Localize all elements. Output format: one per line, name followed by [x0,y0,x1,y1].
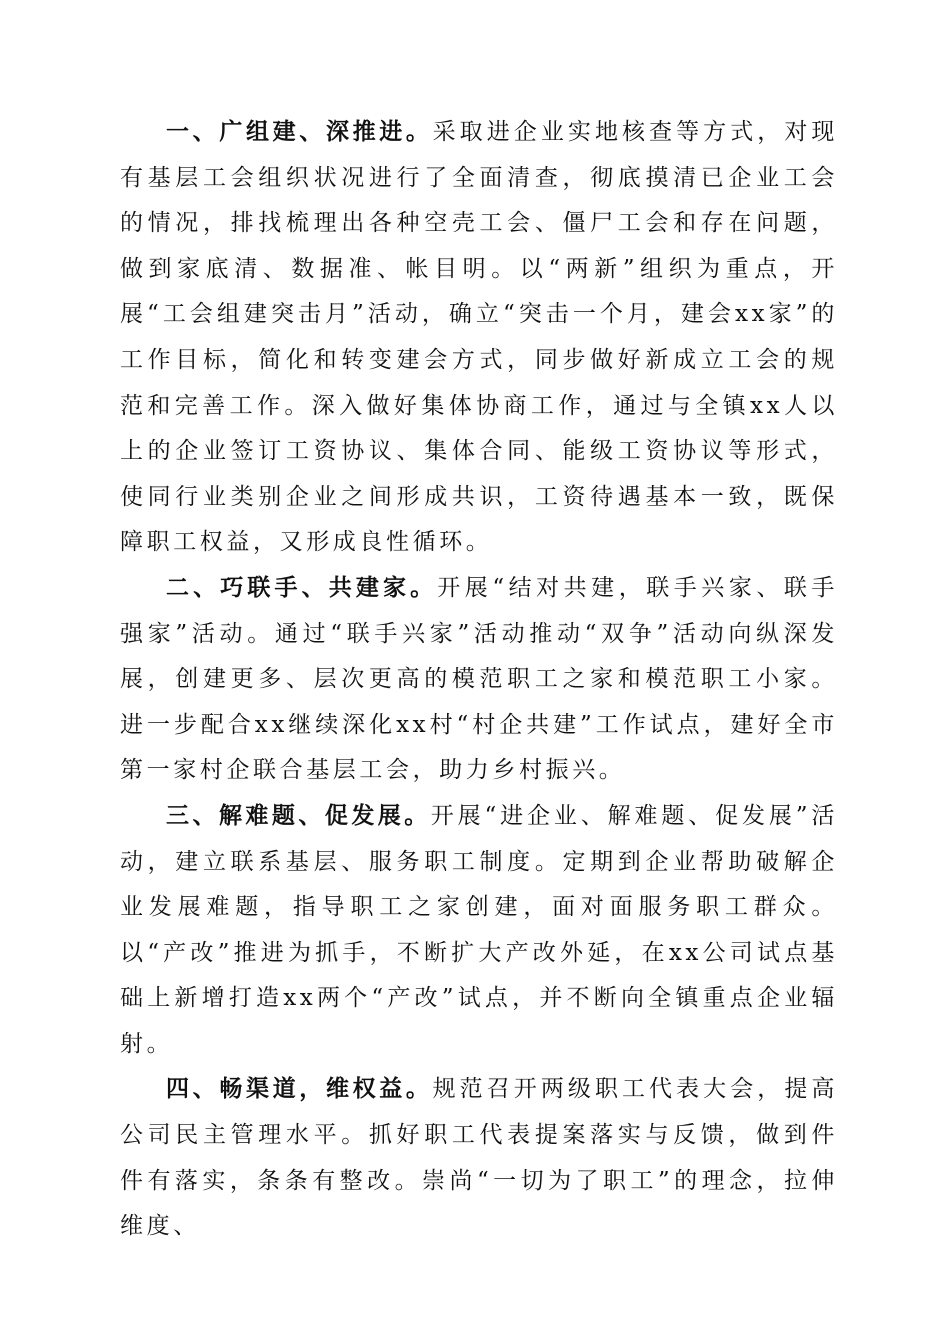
paragraph-2 [120,566,838,794]
paragraph-2-text: 开展“结对共建，联手兴家、联手强家”活动。通过“联手兴家”活动推动“双争”活动向纵深发展，创建更多、层次更高的模范职工之家和模范职工小家。进一步配合xx继续深化xx村“村企共建”工作试点，建好全市第一家村企联合基层工会，助力乡村振兴。 [120,574,838,784]
paragraph-4-heading: 四、畅渠道，维权益。 [166,1076,433,1103]
paragraph-1 [120,110,838,566]
paragraph-3 [120,794,838,1068]
paragraph-2-heading: 二、巧联手、共建家。 [166,574,438,601]
paragraph-1-text: 采取进企业实地核查等方式，对现有基层工会组织状况进行了全面清查，彻底摸清已企业工会的情况，排找梳理出各种空壳工会、僵尸工会和存在问题，做到家底清、数据准、帐目明。以“两新”组织为重点，开展“工会组建突击月”活动，确立“突击一个月，建会xx家”的工作目标，简化和转变建会方式，同步做好新成立工会的规范和完善工作。深入做好集体协商工作，通过与全镇xx人以上的企业签订工资协议、集体合同、能级工资协议等形式，使同行业类别企业之间形成共识，工资待遇基本一致，既保障职工权益，又形成良性循环。 [120,119,839,556]
paragraph-4 [120,1067,838,1249]
paragraph-3-heading: 三、解难题、促发展。 [166,802,431,829]
paragraph-4-text: 规范召开两级职工代表大会，提高公司民主管理水平。抓好职工代表提案落实与反馈，做到件件有落实，条条有整改。崇尚“一切为了职工”的理念，拉伸维度、 [120,1076,839,1240]
paragraph-3-text: 开展“进企业、解难题、促发展”活动，建立联系基层、服务职工制度。定期到企业帮助破解企业发展难题，指导职工之家创建，面对面服务职工群众。以“产改”推进为抓手，不断扩大产改外延，在xx公司试点基础上新增打造xx两个“产改”试点，并不断向全镇重点企业辐射。 [120,802,838,1057]
paragraph-1-heading: 一、广组建、深推进。 [166,119,433,145]
document-body [120,110,838,1250]
